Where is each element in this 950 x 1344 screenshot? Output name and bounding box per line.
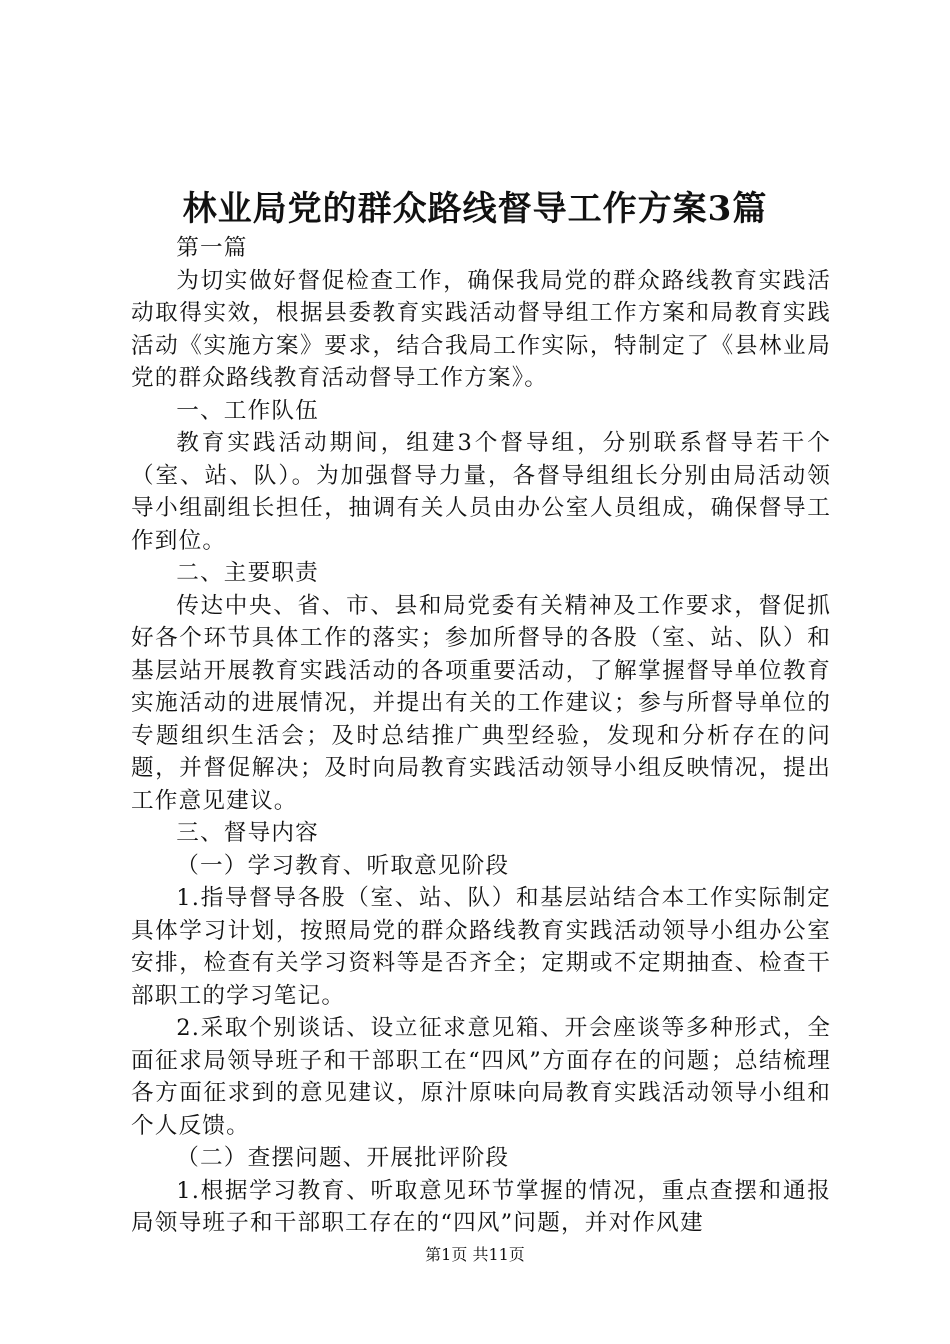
heading-work-team: 一、工作队伍 — [176, 397, 319, 424]
page-footer: 第1页 共11页 — [425, 1245, 525, 1264]
paragraph-stage-one-item-1: 1.指导督导各股（室、站、队）和基层站结合本工作实际制定具体学习计划，按照局党的群众路线教育实践活动领导小组办公室安排，检查有关学习资料等是否齐全；定期或不定期抽查、检查干部职工的学习笔记。 — [131, 885, 831, 1009]
paragraph-intro: 为切实做好督促检查工作，确保我局党的群众路线教育实践活动取得实效，根据县委教育实践活动督导组工作方案和局教育实践活动《实施方案》要求，结合我局工作实际，特制定了《县林业局党的群众路线教育活动督导工作方案》。 — [131, 267, 831, 391]
paragraph-stage-two-item-1: 1.根据学习教育、听取意见环节掌握的情况，重点查摆和通报局领导班子和干部职工存在的“四风”问题，并对作风建 — [131, 1177, 831, 1236]
paragraph-work-team: 教育实践活动期间，组建3个督导组，分别联系督导若干个（室、站、队）。为加强督导力量，各督导组组长分别由局活动领导小组副组长担任，抽调有关人员由办公室人员组成，确保督导工作到位。 — [131, 430, 831, 554]
subheading-stage-two: （二）查摆问题、开展批评阶段 — [176, 1145, 510, 1171]
subheading-stage-one: （一）学习教育、听取意见阶段 — [176, 852, 510, 879]
paragraph-main-duties: 传达中央、省、市、县和局党委有关精神及工作要求，督促抓好各个环节具体工作的落实；参加所督导的各股（室、站、队）和基层站开展教育实践活动的各项重要活动，了解掌握督导单位教育实施活动的进展情况，并提出有关的工作建议；参与所督导单位的专题组织生活会；及时总结推广典型经验，发现和分析存在的问题，并督促解决；及时向局教育实践活动领导小组反映情况，提出工作意见建议。 — [131, 592, 831, 814]
paragraph-stage-one-item-2: 2.采取个别谈话、设立征求意见箱、开会座谈等多种形式，全面征求局领导班子和干部职工在“四风”方面存在的问题；总结梳理各方面征求到的意见建议，原汁原味向局教育实践活动领导小组和个人反馈。 — [131, 1015, 831, 1139]
heading-main-duties: 二、主要职责 — [176, 560, 319, 586]
document-title: 林业局党的群众路线督导工作方案3篇 — [182, 189, 768, 229]
document-body — [131, 232, 831, 1240]
paragraph-section-heading: 第一篇 — [176, 235, 248, 261]
heading-supervision-content: 三、督导内容 — [176, 820, 319, 846]
